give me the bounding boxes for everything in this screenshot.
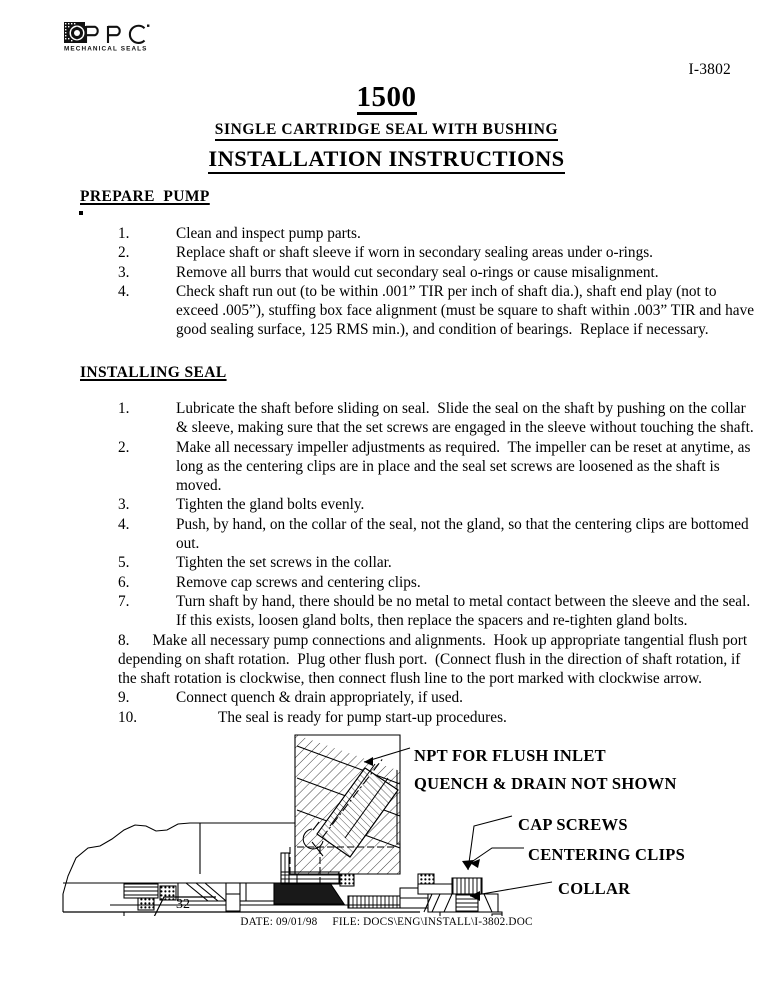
list-item bbox=[118, 592, 758, 631]
list-item-text: The seal is ready for pump start-up procedures. bbox=[218, 708, 507, 726]
callout-npt-for-flush-inlet: NPT FOR FLUSH INLET bbox=[414, 746, 606, 765]
list-item-text: Turn shaft by hand, there should be no metal to metal contact between the sleeve and the seal. If this exists, loosen gland bolts, then replace the spacers and re-tighten gland bolts. bbox=[176, 592, 758, 630]
list-item-text: Remove all burrs that would cut secondary seal o-rings or cause misalignment. bbox=[176, 263, 659, 281]
list-item-number: 5. bbox=[118, 554, 130, 572]
document-footer bbox=[0, 916, 773, 928]
title-block bbox=[0, 82, 773, 141]
callout-quench-and-drain-not-shown: QUENCH & DRAIN NOT SHOWN bbox=[414, 774, 677, 793]
list-item bbox=[118, 515, 758, 554]
callout-collar: COLLAR bbox=[558, 879, 631, 898]
logo-tagline-text: MECHANICAL SEALS bbox=[64, 45, 148, 53]
list-item-number: 4. bbox=[118, 282, 130, 300]
list-item-text: Tighten the set screws in the collar. bbox=[176, 554, 392, 572]
list-item-number: 10. bbox=[118, 708, 138, 726]
list-item-number: 4. bbox=[118, 515, 130, 533]
list-item-text: Check shaft run out (to be within .001” TIR per inch of shaft dia.), shaft end play (not to exceed .005”), stuffing box face alignment (must be square to shaft within .003” TIR and have good sealing surface, 125 RMS min.), and condition of bearings. Replace if necessary. bbox=[176, 282, 758, 339]
list-item-text: Tighten the gland bolts evenly. bbox=[176, 496, 365, 514]
list-item-text: Remove cap screws and centering clips. bbox=[176, 573, 421, 591]
installing-seal-list bbox=[118, 399, 758, 727]
company-logo bbox=[64, 22, 158, 54]
list-item-text: 8. Make all necessary pump connections and alignments. Hook up appropriate tangential flush port depending on shaft rotation. Plug other flush port. (Connect flush in the direction of shaft rotation, if the shaft rotation is clockwise, then connect flush line to the port marked with clockwise arrow. bbox=[118, 631, 751, 688]
list-item bbox=[118, 263, 758, 282]
list-item-text: Lubricate the shaft before sliding on seal. Slide the seal on the shaft by pushing on the collar & sleeve, making sure that the set screws are engaged in the sleeve without touching the shaft. bbox=[176, 400, 754, 437]
list-item-number: 1. bbox=[118, 225, 130, 242]
page-title: 1500 bbox=[357, 82, 417, 115]
section-heading-prepare-pump: PREPARE PUMP bbox=[80, 188, 210, 205]
list-item bbox=[118, 708, 758, 727]
list-item-text: Clean and inspect pump parts. bbox=[176, 225, 361, 242]
page-subtitle: SINGLE CARTRIDGE SEAL WITH BUSHING bbox=[215, 121, 558, 141]
seal-cross-section-drawing bbox=[0, 726, 773, 916]
instructions-title-block bbox=[0, 146, 773, 174]
list-item-text: Replace shaft or shaft sleeve if worn in secondary sealing areas under o-rings. bbox=[176, 244, 654, 262]
surface-finish-value-text: 32 bbox=[176, 897, 190, 912]
footer-date: DATE: 09/01/98 bbox=[240, 916, 318, 928]
list-item bbox=[118, 282, 758, 340]
list-item bbox=[118, 631, 758, 689]
list-item-number: 7. bbox=[118, 592, 130, 610]
list-item-text: Connect quench & drain appropriately, if used. bbox=[176, 689, 464, 707]
instructions-heading: INSTALLATION INSTRUCTIONS bbox=[208, 146, 564, 174]
list-item bbox=[118, 399, 758, 438]
list-item-number: 2. bbox=[118, 438, 130, 456]
list-item-text: Make all necessary impeller adjustments as required. The impeller can be reset at anytime, as long as the centering clips are in place and the seal set screws are loosened as the shaft is moved. bbox=[176, 438, 755, 495]
footer-separator bbox=[317, 916, 332, 928]
list-item-number: 9. bbox=[118, 689, 130, 707]
list-item bbox=[118, 243, 758, 262]
list-item bbox=[118, 573, 758, 592]
list-item bbox=[118, 438, 758, 496]
callout-cap-screws: CAP SCREWS bbox=[518, 815, 628, 834]
list-item-number: 1. bbox=[118, 400, 130, 417]
list-item-number: 6. bbox=[118, 573, 130, 591]
list-item-number: 3. bbox=[118, 263, 130, 281]
list-item bbox=[118, 224, 758, 243]
section-heading-installing-seal: INSTALLING SEAL bbox=[80, 364, 227, 381]
list-item bbox=[118, 553, 758, 572]
document-number: I-3802 bbox=[688, 61, 731, 78]
footer-file-path: FILE: DOCS\ENG\INSTALL\I-3802.DOC bbox=[332, 916, 533, 928]
list-item-number: 3. bbox=[118, 496, 130, 514]
prepare-pump-list bbox=[118, 224, 758, 340]
list-item bbox=[118, 495, 758, 514]
stray-bullet-mark bbox=[79, 211, 83, 215]
callout-centering-clips: CENTERING CLIPS bbox=[528, 845, 686, 864]
list-item bbox=[118, 688, 758, 707]
list-item-number: 2. bbox=[118, 244, 130, 262]
list-item-text: Push, by hand, on the collar of the seal, not the gland, so that the centering clips are bottomed out. bbox=[176, 515, 753, 553]
